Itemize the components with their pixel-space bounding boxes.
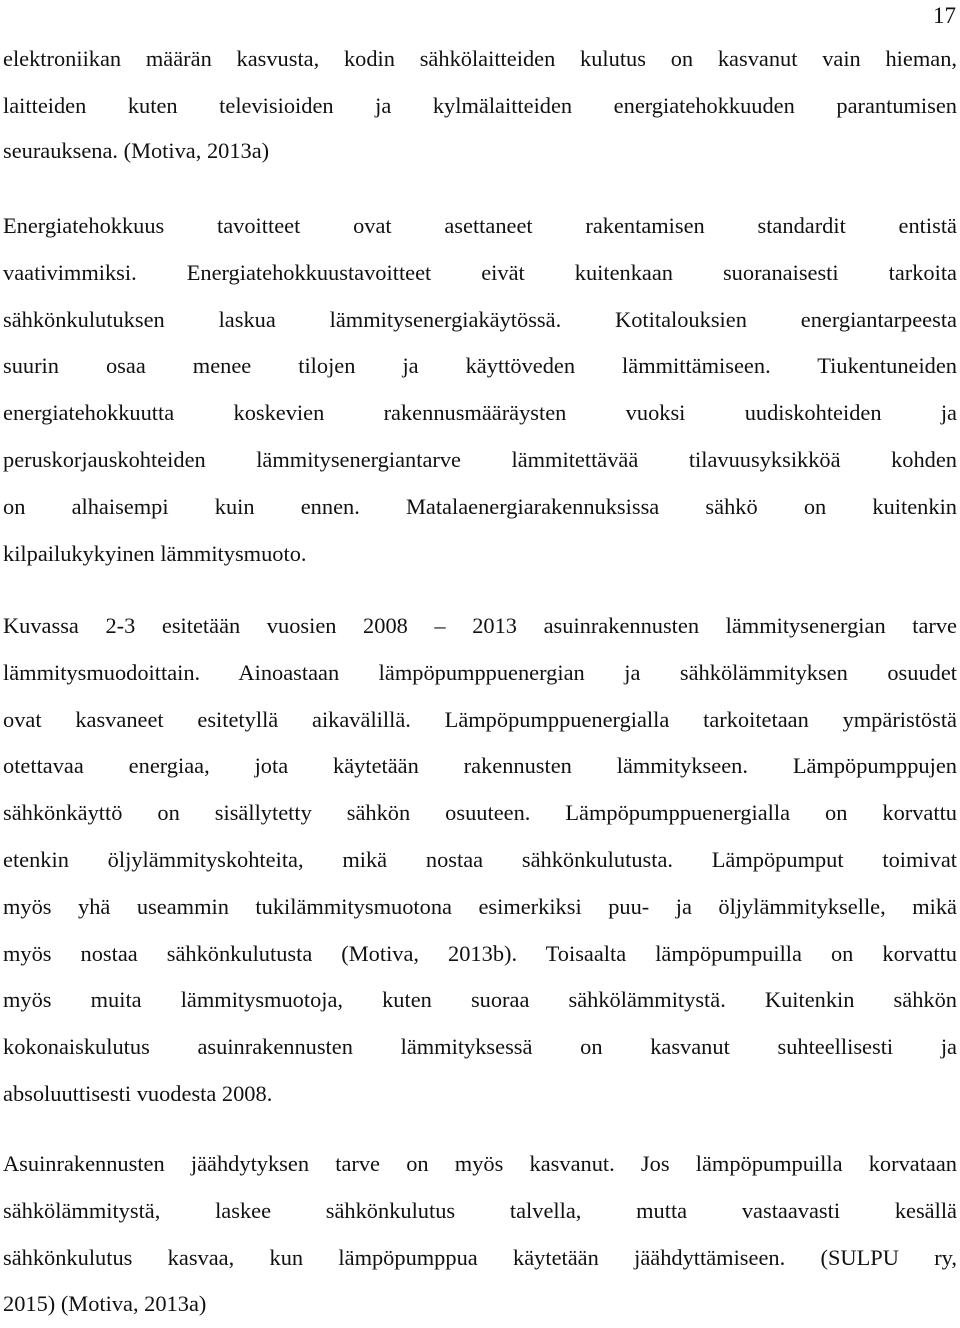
text-line: ovat kasvaneet esitetyllä aikavälillä. Lämpöpumppuenergialla tarkoitetaan ympäristöstä: [3, 706, 957, 732]
text-line: myös nostaa sähkönkulutusta (Motiva, 2013b). Toisaalta lämpöpumpuilla on korvattu: [3, 940, 957, 966]
text-line: etenkin öljylämmityskohteita, mikä nostaa sähkönkulutusta. Lämpöpumput toimivat: [3, 846, 957, 872]
text-line: sähkönkulutuksen laskua lämmitysenergiakäytössä. Kotitalouksien energiantarpeesta: [3, 306, 957, 332]
text-line: absoluuttisesti vuodesta 2008.: [3, 1080, 273, 1106]
text-line: Kuvassa 2-3 esitetään vuosien 2008 – 2013 asuinrakennusten lämmitysenergian tarve: [3, 613, 957, 638]
text-line: Asuinrakennusten jäähdytyksen tarve on myös kasvanut. Jos lämpöpumpuilla korvataan: [3, 1151, 957, 1176]
text-line: Energiatehokkuus tavoitteet ovat asettaneet rakentamisen standardit entistä: [3, 213, 957, 238]
text-line: laitteiden kuten televisioiden ja kylmälaitteiden energiatehokkuuden parantumisen: [3, 93, 957, 118]
paragraph-1: [3, 36, 957, 173]
text-line: sähkönkäyttö on sisällytetty sähkön osuuteen. Lämpöpumppuenergialla on korvattu: [3, 800, 957, 826]
text-line: kokonaiskulutus asuinrakennusten lämmityksessä on kasvanut suhteellisesti ja: [3, 1034, 957, 1060]
text-line: sähkölämmitystä, laskee sähkönkulutus talvella, mutta vastaavasti kesällä: [3, 1197, 957, 1223]
text-line: otettavaa energiaa, jota käytetään rakennusten lämmitykseen. Lämpöpumppujen: [3, 753, 957, 779]
text-line: sähkönkulutus kasvaa, kun lämpöpumppua käytetään jäähdyttämiseen. (SULPU ry,: [3, 1244, 957, 1270]
text-line: on alhaisempi kuin ennen. Matalaenergiarakennuksissa sähkö on kuitenkin: [3, 493, 957, 519]
paragraph-2: [3, 203, 957, 577]
text-line: kilpailukykyinen lämmitysmuoto.: [3, 540, 307, 566]
text-line: elektroniikan määrän kasvusta, kodin sähkölaitteiden kulutus on kasvanut vain hieman,: [3, 46, 957, 71]
text-line: myös muita lämmitysmuotoja, kuten suoraa sähkölämmitystä. Kuitenkin sähkön: [3, 987, 957, 1013]
text-line: energiatehokkuutta koskevien rakennusmääräysten vuoksi uudiskohteiden ja: [3, 400, 957, 426]
text-line: seurauksena. (Motiva, 2013a): [3, 138, 270, 163]
page-number: 17: [933, 3, 956, 28]
paragraph-3: [3, 603, 957, 1118]
text-line: peruskorjauskohteiden lämmitysenergiantarve lämmitettävää tilavuusyksikköä kohden: [3, 446, 957, 472]
text-line: lämmitysmuodoittain. Ainoastaan lämpöpumppuenergian ja sähkölämmityksen osuudet: [3, 659, 957, 685]
text-line: vaativimmiksi. Energiatehokkuustavoitteet eivät kuitenkaan suoranaisesti tarkoita: [3, 259, 957, 285]
text-line: myös yhä useammin tukilämmitysmuotona esimerkiksi puu- ja öljylämmitykselle, mikä: [3, 893, 957, 919]
text-line: suurin osaa menee tilojen ja käyttöveden lämmittämiseen. Tiukentuneiden: [3, 353, 957, 379]
paragraph-4: [3, 1141, 957, 1328]
text-line: 2015) (Motiva, 2013a): [3, 1291, 207, 1317]
